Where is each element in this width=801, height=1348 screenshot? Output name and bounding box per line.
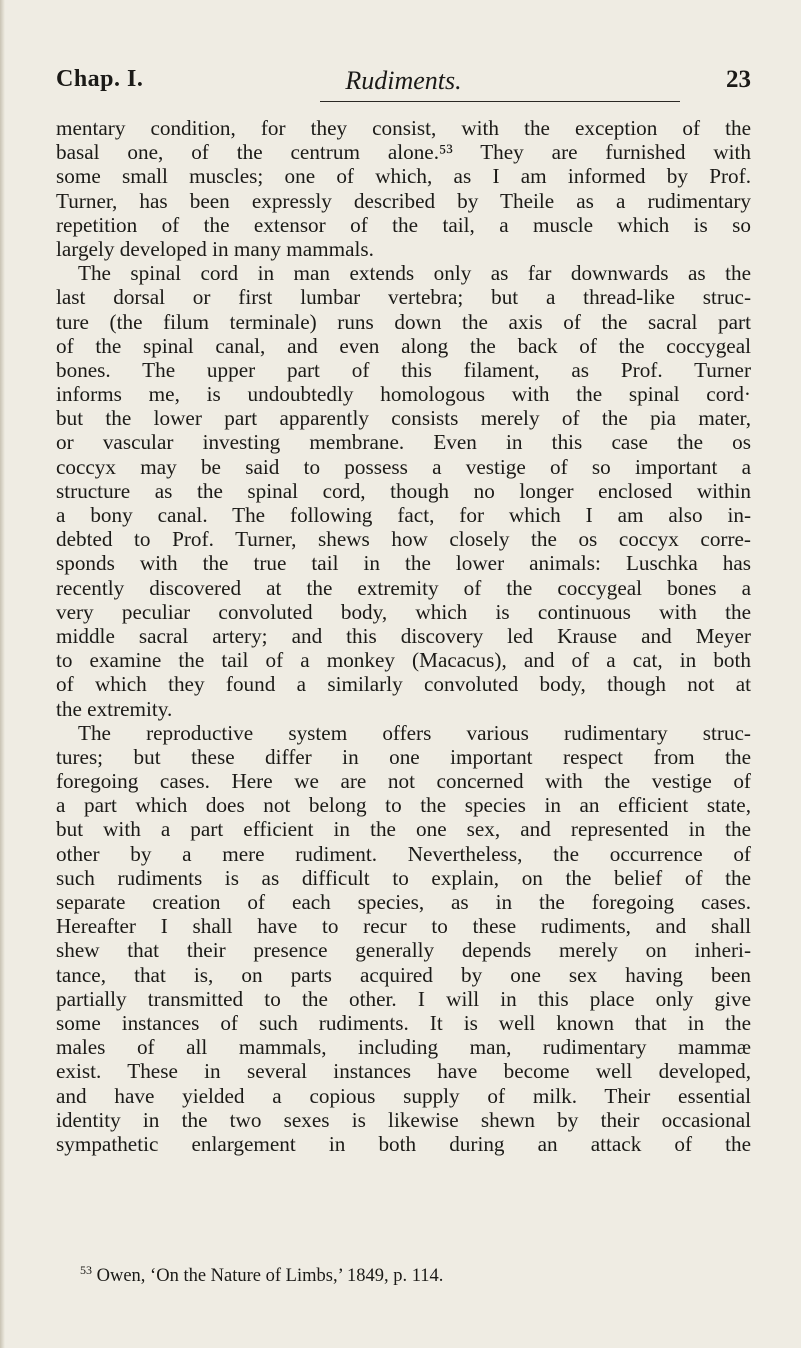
- text-line: but the lower part apparently consists merely of the pia mater,: [56, 406, 751, 431]
- text-line: other by a mere rudiment. Nevertheless, the occurrence of: [56, 841, 751, 866]
- chapter-label: Chap. I.: [56, 66, 144, 92]
- text-line: tures; but these differ in one important respect from the: [56, 744, 751, 769]
- text-line: foregoing cases. Here we are not concerned with the vestige of: [56, 769, 751, 794]
- text-line: exist. These in several instances have become well developed,: [56, 1059, 751, 1084]
- text-line: basal one, of the centrum alone.⁵³ They are furnished with: [56, 140, 751, 165]
- page-gutter-shadow: [0, 0, 5, 1348]
- text-line: debted to Prof. Turner, shews how closely the os coccyx corre-: [56, 527, 751, 552]
- text-line: the extremity.: [56, 696, 173, 721]
- footnote: [80, 1263, 443, 1287]
- text-line: some small muscles; one of which, as I am informed by Prof.: [56, 164, 751, 189]
- body-text: [56, 116, 751, 1156]
- text-line: very peculiar convoluted body, which is continuous with the: [56, 599, 751, 624]
- text-line: such rudiments is as difficult to explain, on the belief of the: [56, 865, 751, 890]
- text-line: a bony canal. The following fact, for which I am also in-: [56, 503, 751, 527]
- text-line: The reproductive system offers various rudimentary struc-: [78, 720, 751, 745]
- text-line: ture (the filum terminale) runs down the axis of the sacral part: [56, 309, 751, 334]
- header-rule: [320, 101, 680, 102]
- text-line: to examine the tail of a monkey (Macacus), and of a cat, in both: [56, 648, 751, 673]
- text-line: bones. The upper part of this filament, as Prof. Turner: [56, 357, 751, 382]
- text-line: structure as the spinal cord, though no longer enclosed within: [56, 478, 751, 503]
- text-line: a part which does not belong to the species in an efficient state,: [56, 793, 751, 818]
- text-line: shew that their presence generally depends merely on inheri-: [56, 938, 751, 963]
- text-line: repetition of the extensor of the tail, a muscle which is so: [56, 212, 751, 237]
- running-header: [56, 66, 751, 106]
- text-line: Hereafter I shall have to recur to these rudiments, and shall: [56, 914, 751, 939]
- text-line: partially transmitted to the other. I will in this place only give: [56, 986, 751, 1011]
- text-line: tance, that is, on parts acquired by one sex having been: [56, 962, 751, 987]
- text-line: coccyx may be said to possess a vestige of so important a: [56, 454, 751, 479]
- running-title: Rudiments.: [345, 66, 462, 95]
- text-line: separate creation of each species, as in the foregoing cases.: [56, 890, 751, 914]
- text-line: sponds with the true tail in the lower animals: Luschka has: [56, 551, 751, 576]
- text-line: of the spinal canal, and even along the back of the coccygeal: [56, 333, 751, 358]
- text-line: informs me, is undoubtedly homologous with the spinal cord·: [56, 382, 751, 407]
- footnote-text: Owen, ‘On the Nature of Limbs,’ 1849, p. 114.: [96, 1266, 444, 1287]
- text-line: or vascular investing membrane. Even in this case the os: [56, 430, 751, 455]
- text-line: middle sacral artery; and this discovery led Krause and Meyer: [56, 623, 751, 648]
- text-line: The spinal cord in man extends only as far downwards as the: [78, 261, 751, 286]
- text-line: last dorsal or first lumbar vertebra; but a thread-like struc-: [56, 285, 751, 310]
- footnote-marker: 53: [80, 1263, 92, 1277]
- text-line: of which they found a similarly convoluted body, though not at: [56, 672, 751, 697]
- text-line: and have yielded a copious supply of milk. Their essential: [56, 1083, 751, 1108]
- text-line: sympathetic enlargement in both during an attack of the: [56, 1131, 751, 1156]
- text-line: largely developed in many mammals.: [56, 236, 374, 261]
- text-line: but with a part efficient in the one sex, and represented in the: [56, 817, 751, 842]
- page-number: 23: [726, 66, 751, 93]
- text-line: Turner, has been expressly described by Theile as a rudimentary: [56, 188, 751, 213]
- text-line: identity in the two sexes is likewise shewn by their occasional: [56, 1107, 751, 1132]
- text-line: males of all mammals, including man, rudimentary mammæ: [56, 1035, 751, 1060]
- text-line: recently discovered at the extremity of the coccygeal bones a: [56, 575, 751, 600]
- text-line: mentary condition, for they consist, with the exception of the: [56, 116, 751, 140]
- text-line: some instances of such rudiments. It is well known that in the: [56, 1010, 751, 1035]
